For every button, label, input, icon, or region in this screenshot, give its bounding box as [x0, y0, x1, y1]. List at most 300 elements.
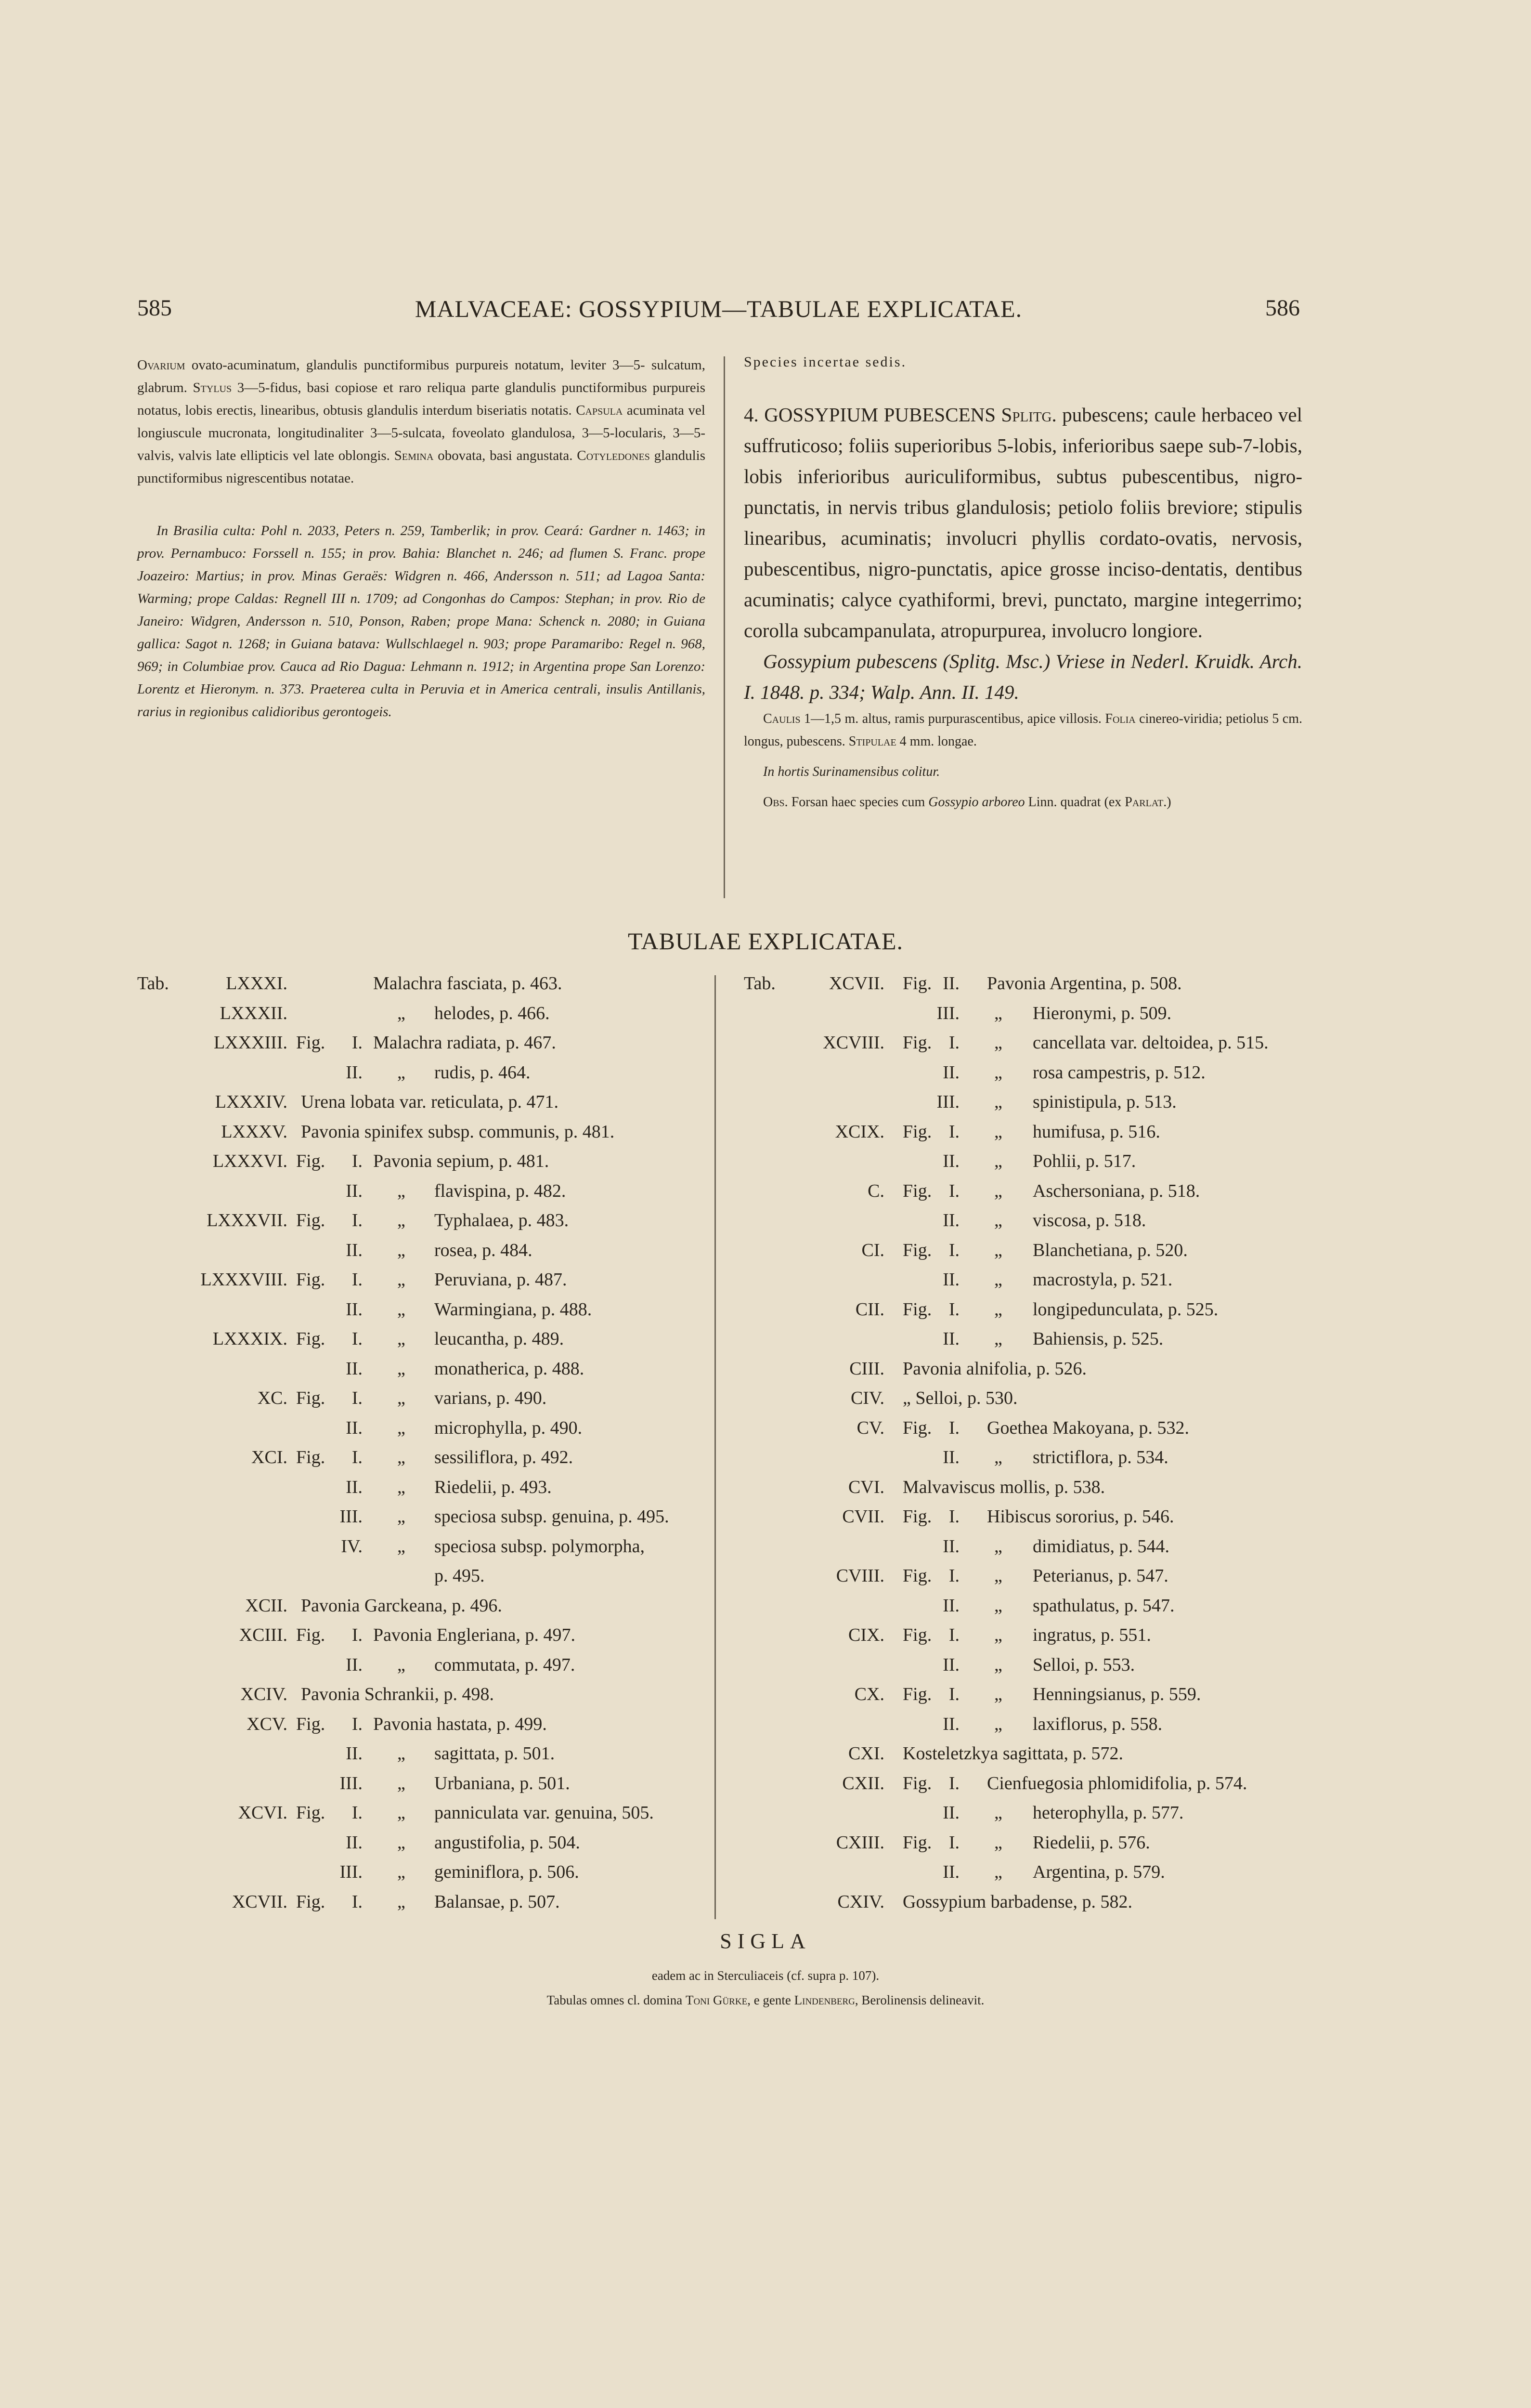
plate-fnum: II. — [943, 973, 960, 994]
plate-sp: rosa campestris, p. 512. — [1033, 1062, 1206, 1083]
plate-desc: Malachra radiata, p. 467. — [373, 1033, 556, 1053]
plate-num: LXXXII. — [220, 1003, 287, 1023]
plate-fnum: I. — [351, 1625, 363, 1645]
plate-sp: Urbaniana, p. 501. — [434, 1773, 570, 1793]
plate-entry — [744, 1358, 1302, 1388]
plate-entry — [744, 1299, 1302, 1329]
plate-ditto: „ — [397, 1447, 405, 1467]
plate-sp: Peruviana, p. 487. — [434, 1269, 567, 1290]
obs-species: Gossypio arboreo — [928, 795, 1025, 810]
plate-sp: humifusa, p. 516. — [1033, 1121, 1160, 1142]
plate-sp: Riedelii, p. 576. — [1033, 1832, 1150, 1853]
measurements — [744, 707, 1302, 753]
credit-text-2: , e gente — [747, 1993, 794, 2007]
plate-sp: commutata, p. 497. — [434, 1654, 575, 1675]
plate-list-left — [137, 973, 705, 1921]
plate-num: XCI. — [251, 1447, 287, 1467]
plate-num: CVIII. — [836, 1566, 884, 1586]
plates-divider — [714, 975, 716, 1919]
plate-entry — [137, 1387, 705, 1417]
plate-fnum: I. — [948, 1832, 960, 1853]
plate-ditto: „ — [994, 1862, 1002, 1882]
plate-entry — [137, 1091, 705, 1121]
plate-fig: Fig. — [296, 1714, 325, 1734]
plate-num: LXXXVII. — [207, 1210, 287, 1230]
plate-fig: Fig. — [903, 1625, 932, 1645]
right-column — [744, 354, 1302, 813]
plate-entry — [744, 1624, 1302, 1654]
tabulae-heading: TABULAE EXPLICATAE. — [627, 928, 904, 955]
plate-fnum: II. — [943, 1151, 960, 1171]
morphology-description — [137, 354, 705, 490]
text-stylus: 3—5-fidus, basi copiose et raro reliqua parte glandulis punctiformibus purpureis notatus, lobis erectis, linearibus, obtusis glandulis interdum biseriatis notatis. — [137, 380, 705, 418]
plate-ditto: „ — [994, 1566, 1002, 1586]
plate-ditto: „ — [397, 1803, 405, 1823]
plate-desc: Pavonia sepium, p. 481. — [373, 1151, 549, 1171]
sigla-heading: SIGLA — [720, 1929, 811, 1953]
plate-sp: Hieronymi, p. 509. — [1033, 1003, 1172, 1023]
species-description — [744, 399, 1302, 646]
plate-fnum: I. — [351, 1803, 363, 1823]
plate-num: XCIII. — [239, 1625, 287, 1645]
plate-ditto: „ — [397, 1654, 405, 1675]
plate-fig: Fig. — [296, 1033, 325, 1053]
plate-list-right — [744, 973, 1302, 1921]
plate-entry — [137, 1003, 705, 1033]
plate-entry — [744, 1240, 1302, 1269]
plate-sp: Henningsianus, p. 559. — [1033, 1684, 1201, 1704]
plate-fnum: I. — [948, 1240, 960, 1260]
plate-fnum: II. — [943, 1329, 960, 1349]
plate-entry — [744, 1832, 1302, 1862]
term-stylus: Stylus — [193, 380, 232, 395]
species-name: 4. GOSSYPIUM PUBESCENS — [744, 404, 1001, 426]
plate-sp: cancellata var. deltoidea, p. 515. — [1033, 1033, 1269, 1053]
plate-ditto: „ — [994, 1269, 1002, 1290]
plate-ditto: „ — [994, 1684, 1002, 1704]
plate-sp: Bahiensis, p. 525. — [1033, 1329, 1164, 1349]
plate-fig: Fig. — [903, 1832, 932, 1853]
plate-fnum: I. — [351, 1329, 363, 1349]
plate-sp: leucantha, p. 489. — [434, 1329, 564, 1349]
term-ovarium: Ovarium — [137, 357, 185, 373]
plate-entry — [137, 1477, 705, 1506]
column-divider — [724, 356, 725, 898]
plate-fnum: III. — [936, 1092, 960, 1112]
plate-num: CXIII. — [836, 1832, 884, 1853]
plate-fig: Fig. — [296, 1447, 325, 1467]
text-caulis: 1—1,5 m. altus, ramis purpurascentibus, apice villosis. — [800, 711, 1105, 726]
plate-fnum: I. — [351, 1210, 363, 1230]
plate-entry — [137, 1299, 705, 1329]
plate-fig: Fig. — [903, 1566, 932, 1586]
plate-entry — [137, 1891, 705, 1921]
term-caulis: Caulis — [763, 711, 801, 726]
plate-sp: dimidiatus, p. 544. — [1033, 1536, 1169, 1557]
plate-entry — [744, 1536, 1302, 1566]
plate-entry — [744, 973, 1302, 1003]
plate-gen: Pavonia Schrankii, p. 498. — [301, 1684, 494, 1704]
plate-fnum: I. — [948, 1033, 960, 1053]
plate-entry — [137, 973, 705, 1003]
term-semina: Semina — [394, 448, 434, 463]
plate-fnum: II. — [943, 1062, 960, 1083]
plate-sp: monatherica, p. 488. — [434, 1358, 584, 1379]
plate-entry — [744, 1773, 1302, 1803]
plate-fig: Fig. — [296, 1151, 325, 1171]
plate-sp: Argentina, p. 579. — [1033, 1862, 1165, 1882]
plate-entry — [137, 1565, 705, 1595]
plate-entry — [137, 1654, 705, 1684]
plate-sp: Riedelii, p. 493. — [434, 1477, 552, 1497]
plate-gen: „ Selloi, p. 530. — [903, 1388, 1018, 1408]
plate-fig: Fig. — [296, 1388, 325, 1408]
plate-sp: Pohlii, p. 517. — [1033, 1151, 1136, 1171]
plate-ditto: „ — [397, 1506, 405, 1527]
plate-entry — [137, 1062, 705, 1092]
plate-gen: Kosteletzkya sagittata, p. 572. — [903, 1743, 1123, 1764]
plate-entry — [137, 1180, 705, 1210]
plate-ditto: „ — [994, 1240, 1002, 1260]
species-diagnosis: pubescens; caule herbaceo vel suffruticoso; foliis superioribus 5-lobis, inferioribus saepe sub-7-lobis, lobis inferioribus auriculiformibus, subtus pubescentibus, nigro-punctatis, in nervis tribus glandulosis; petiolo foliis breviore; stipulis linearibus, acuminatis; involucri phyllis cordato-ovatis, nervosis, pubescentibus, nigro-punctatis, apice grosse inciso-dentatis, dentibus acuminatis; calyce cyathiformi, brevi, punctato, margine integerrimo; corolla subcampanulata, atropurpurea, involucro longiore. — [744, 404, 1303, 641]
plate-ditto: „ — [397, 1210, 405, 1230]
plate-sp: Peterianus, p. 547. — [1033, 1566, 1168, 1586]
plate-fnum: II. — [346, 1299, 363, 1320]
plate-fnum: II. — [346, 1358, 363, 1379]
plate-ditto: „ — [397, 1536, 405, 1557]
plate-num: CV. — [856, 1417, 884, 1438]
plate-sp: Selloi, p. 553. — [1033, 1654, 1135, 1675]
plate-ditto: „ — [994, 1121, 1002, 1142]
plate-num: CIII. — [849, 1358, 884, 1379]
plate-gen: Malvaviscus mollis, p. 538. — [903, 1477, 1105, 1497]
plate-entry — [137, 1240, 705, 1269]
plate-entry — [137, 1773, 705, 1803]
page-number-left: 585 — [137, 295, 172, 321]
plate-entry — [744, 1477, 1302, 1506]
plate-entry — [744, 1447, 1302, 1477]
plate-ditto: „ — [397, 1240, 405, 1260]
plate-num: LXXXIV. — [215, 1092, 287, 1112]
plate-entry — [137, 1210, 705, 1240]
text-capsula: acuminata vel longiuscule mucronata, longitudinaliter 3—5-sulcata, foveolato glandulosa, 3—5-locularis, 3—5-valvis, valvis late ellipticis vel late oblongis. — [137, 403, 705, 463]
plate-sp: macrostyla, p. 521. — [1033, 1269, 1173, 1290]
plate-num: C. — [868, 1180, 884, 1201]
plate-ditto: „ — [397, 1180, 405, 1201]
plate-ditto: „ — [994, 1447, 1002, 1467]
plate-fig: Fig. — [296, 1269, 325, 1290]
plate-fnum: II. — [346, 1062, 363, 1083]
plate-sp: spathulatus, p. 547. — [1033, 1595, 1175, 1616]
plate-fnum: I. — [948, 1180, 960, 1201]
plate-fig: Fig. — [296, 1891, 325, 1912]
plate-num: CVI. — [848, 1477, 884, 1497]
plate-entry — [137, 1121, 705, 1151]
obs-text: Forsan haec species cum — [788, 795, 929, 810]
left-column — [137, 354, 705, 723]
synonymy: Gossypium pubescens (Splitg. Msc.) Vriese in Nederl. Kruidk. Arch. I. 1848. p. 334; Walp. Ann. II. 149. — [744, 650, 1302, 703]
plate-entry — [744, 1861, 1302, 1891]
plate-entry — [744, 1151, 1302, 1180]
plate-ditto: „ — [994, 1180, 1002, 1201]
cultivation-note: In hortis Surinamensibus colitur. — [763, 764, 940, 779]
plate-fig: Fig. — [903, 1773, 932, 1793]
species-author: Splitg. — [1001, 404, 1057, 426]
plate-fnum: I. — [948, 1566, 960, 1586]
text-stipulae: 4 mm. longae. — [896, 734, 977, 749]
plate-sp: laxiflorus, p. 558. — [1033, 1714, 1163, 1734]
plate-desc: Goethea Makoyana, p. 532. — [987, 1417, 1189, 1438]
running-title: MALVACEAE: GOSSYPIUM—TABULAE EXPLICATAE. — [415, 295, 1023, 322]
plate-gen: Gossypium barbadense, p. 582. — [903, 1891, 1133, 1912]
observation-note — [744, 791, 1302, 813]
plate-num: XCVII. — [232, 1891, 287, 1912]
plate-num: CXII. — [842, 1773, 884, 1793]
plate-fnum: I. — [948, 1417, 960, 1438]
plate-num: XCIV. — [240, 1684, 287, 1704]
plate-entry — [137, 1506, 705, 1536]
plate-fnum: II. — [943, 1714, 960, 1734]
plate-num: CVII. — [842, 1506, 884, 1527]
obs-label: Obs. — [763, 795, 788, 810]
plate-gen: Urena lobata var. reticulata, p. 471. — [301, 1092, 558, 1112]
plate-sp: Typhalaea, p. 483. — [434, 1210, 569, 1230]
plate-fnum: II. — [943, 1862, 960, 1882]
text-semina: obovata, basi angustata. — [433, 448, 577, 463]
plate-ditto: „ — [994, 1299, 1002, 1320]
plate-sp: Aschersoniana, p. 518. — [1033, 1180, 1200, 1201]
obs-author: Parlat. — [1125, 795, 1167, 810]
obs-end: ) — [1167, 795, 1171, 810]
plate-num: XCV. — [247, 1714, 287, 1734]
plate-entry — [137, 1684, 705, 1714]
plate-sp: helodes, p. 466. — [434, 1003, 550, 1023]
plate-ditto: „ — [994, 1536, 1002, 1557]
plate-fnum: I. — [351, 1891, 363, 1912]
plate-ditto: „ — [397, 1773, 405, 1793]
plate-entry — [744, 1032, 1302, 1062]
plate-sp: Blanchetiana, p. 520. — [1033, 1240, 1188, 1260]
plate-tab: Tab. — [137, 973, 169, 994]
plate-fnum: II. — [943, 1447, 960, 1467]
plate-fnum: II. — [346, 1654, 363, 1675]
credit-family: Lindenberg — [794, 1993, 855, 2007]
plate-num: XCIX. — [835, 1121, 884, 1142]
plate-fig: Fig. — [903, 1299, 932, 1320]
plate-ditto: „ — [994, 1210, 1002, 1230]
plate-sp: microphylla, p. 490. — [434, 1417, 583, 1438]
plate-fig: Fig. — [903, 1684, 932, 1704]
plate-fnum: I. — [948, 1773, 960, 1793]
plate-num: LXXXV. — [221, 1121, 287, 1142]
localities-paragraph: In Brasilia culta: Pohl n. 2033, Peters n. 259, Tamberlik; in prov. Ceará: Gardner n. 1463; in prov. Pernambuco: Forssell n. 155; in prov. Bahia: Blanchet n. 246; ad flumen S. Franc. prope Joazeiro: Martius; in prov. Minas Geraës: Widgren n. 466, Andersson n. 511; ad Lagoa Santa: Warming; prope Caldas: Regnell III n. 1709; ad Congonhas do Campos: Stephan; in prov. Rio de Janeiro: Widgren, Andersson n. 510, Ponson, Raben; prope Mana: Schenck n. 2080; in Guiana gallica: Sagot n. 1268; in Guiana batava: Wullschlaegel n. 903; prope Paramaribo: Regel n. 968, 969; in Columbiae prov. Cauca ad Rio Dagua: Lehmann n. 1912; in Argentina prope San Lorenzo: Lorentz et Hieronym. n. 373. Praeterea culta in Peruvia et in America centrali, insulis Antillanis, rarius in regionibus calidioribus gerontogeis. — [137, 523, 705, 720]
plate-fnum: II. — [346, 1180, 363, 1201]
plate-ditto: „ — [994, 1329, 1002, 1349]
plate-fig: Fig. — [903, 1417, 932, 1438]
plate-cont: p. 495. — [434, 1566, 485, 1586]
plate-fnum: I. — [351, 1269, 363, 1290]
plate-fnum: III. — [936, 1003, 960, 1023]
plate-ditto: „ — [397, 1832, 405, 1853]
plate-entry — [744, 1003, 1302, 1033]
plate-ditto: „ — [397, 1358, 405, 1379]
plate-fnum: III. — [339, 1773, 363, 1793]
plate-desc: Pavonia hastata, p. 499. — [373, 1714, 547, 1734]
plate-entry — [744, 1269, 1302, 1299]
plate-entry — [744, 1328, 1302, 1358]
plate-entry — [744, 1417, 1302, 1447]
term-stipulae: Stipulae — [848, 734, 896, 749]
plate-fig: Fig. — [903, 973, 932, 994]
plate-fnum: II. — [943, 1269, 960, 1290]
plate-entry — [137, 1328, 705, 1358]
plate-entry — [137, 1832, 705, 1862]
plate-fig: Fig. — [903, 1121, 932, 1142]
text-cotyledones: glandulis punctiformibus nigrescentibus notatae. — [137, 448, 705, 486]
plate-entry — [744, 1210, 1302, 1240]
plate-fnum: II. — [346, 1477, 363, 1497]
plate-num: XCII. — [245, 1595, 287, 1616]
plate-fnum: IV. — [341, 1536, 363, 1557]
plate-fnum: II. — [943, 1536, 960, 1557]
plate-fnum: II. — [943, 1803, 960, 1823]
plate-entry — [137, 1269, 705, 1299]
plate-fig: Fig. — [903, 1033, 932, 1053]
plate-num: CIX. — [848, 1625, 884, 1645]
plate-num: LXXXI. — [226, 973, 287, 994]
plate-fnum: I. — [948, 1121, 960, 1142]
plate-num: CI. — [861, 1240, 884, 1260]
plate-ditto: „ — [994, 1151, 1002, 1171]
plate-num: XCVIII. — [823, 1033, 884, 1053]
credit-text: Tabulas omnes cl. domina — [546, 1993, 686, 2007]
plate-tab: Tab. — [744, 973, 776, 994]
plate-entry — [137, 1358, 705, 1388]
plate-sp: heterophylla, p. 577. — [1033, 1803, 1184, 1823]
plate-fnum: III. — [339, 1862, 363, 1882]
plate-entry — [744, 1565, 1302, 1595]
plate-desc: Pavonia Argentina, p. 508. — [987, 973, 1182, 994]
running-head — [137, 295, 1300, 328]
plate-fnum: III. — [339, 1506, 363, 1527]
plate-ditto: „ — [994, 1832, 1002, 1853]
plate-entry — [744, 1595, 1302, 1625]
plate-fnum: I. — [948, 1506, 960, 1527]
plate-sp: ingratus, p. 551. — [1033, 1625, 1151, 1645]
plate-entry — [744, 1891, 1302, 1921]
plate-sp: Balansae, p. 507. — [434, 1891, 560, 1912]
plate-fnum: I. — [351, 1151, 363, 1171]
plate-ditto: „ — [994, 1654, 1002, 1675]
plate-ditto: „ — [397, 1062, 405, 1083]
plate-num: CXI. — [848, 1743, 884, 1764]
plate-entry — [137, 1595, 705, 1625]
plate-gen: Pavonia spinifex subsp. communis, p. 481. — [301, 1121, 615, 1142]
plate-ditto: „ — [994, 1803, 1002, 1823]
plate-fnum: II. — [346, 1417, 363, 1438]
plate-fnum: I. — [351, 1447, 363, 1467]
plate-entry — [137, 1714, 705, 1743]
plate-fig: Fig. — [903, 1240, 932, 1260]
plate-fig: Fig. — [296, 1210, 325, 1230]
plate-fnum: II. — [346, 1240, 363, 1260]
section-heading: Species incertae sedis. — [744, 354, 907, 370]
page-number-right: 586 — [1265, 295, 1300, 321]
term-folia: Folia — [1105, 711, 1136, 726]
plate-fnum: I. — [948, 1299, 960, 1320]
plate-entry — [744, 1387, 1302, 1417]
plate-ditto: „ — [397, 1003, 405, 1023]
credit-text-3: , Berolinensis delineavit. — [855, 1993, 985, 2007]
plate-entry — [137, 1151, 705, 1180]
plate-num: CIV. — [850, 1388, 884, 1408]
plate-ditto: „ — [994, 1625, 1002, 1645]
plate-desc: Hibiscus sororius, p. 546. — [987, 1506, 1174, 1527]
plate-gen: Pavonia Garckeana, p. 496. — [301, 1595, 502, 1616]
credit-artist: Toni Gürke — [685, 1993, 748, 2007]
plate-num: LXXXVI. — [212, 1151, 287, 1171]
plate-entry — [137, 1032, 705, 1062]
plate-fnum: II. — [346, 1832, 363, 1853]
plate-ditto: „ — [397, 1417, 405, 1438]
plate-entry — [744, 1654, 1302, 1684]
plate-fnum: II. — [943, 1654, 960, 1675]
obs-text-2: Linn. quadrat (ex — [1025, 795, 1125, 810]
text-ovarium: ovato-acuminatum, glandulis punctiformibus purpureis notatum, leviter 3—5- sulcatum, glabrum. — [137, 357, 705, 395]
plate-ditto: „ — [397, 1743, 405, 1764]
plate-entry — [137, 1861, 705, 1891]
plate-num: CX. — [854, 1684, 884, 1704]
plate-fnum: I. — [351, 1033, 363, 1053]
plate-ditto: „ — [397, 1329, 405, 1349]
plate-gen: Pavonia alnifolia, p. 526. — [903, 1358, 1087, 1379]
plate-entry — [744, 1180, 1302, 1210]
plate-entry — [744, 1121, 1302, 1151]
plate-sp: Warmingiana, p. 488. — [434, 1299, 592, 1320]
plate-fnum: II. — [346, 1743, 363, 1764]
plate-entry — [137, 1447, 705, 1477]
illustration-credit — [0, 1990, 1531, 2010]
plate-desc: Pavonia Engleriana, p. 497. — [373, 1625, 576, 1645]
plate-fnum: I. — [948, 1625, 960, 1645]
plate-num: CXIV. — [837, 1891, 884, 1912]
plate-sp: spinistipula, p. 513. — [1033, 1092, 1177, 1112]
plate-sp: rosea, p. 484. — [434, 1240, 532, 1260]
plate-desc: Cienfuegosia phlomidifolia, p. 574. — [987, 1773, 1247, 1793]
plate-entry — [744, 1714, 1302, 1743]
plate-num: LXXXVIII. — [200, 1269, 287, 1290]
plate-sp: varians, p. 490. — [434, 1388, 547, 1408]
plate-fig: Fig. — [296, 1625, 325, 1645]
plate-fig: Fig. — [903, 1506, 932, 1527]
plate-num: XCVI. — [238, 1803, 287, 1823]
plate-ditto: „ — [994, 1092, 1002, 1112]
plate-sp: flavispina, p. 482. — [434, 1180, 566, 1201]
plate-sp: sessiliflora, p. 492. — [434, 1447, 573, 1467]
plate-ditto: „ — [994, 1595, 1002, 1616]
plate-ditto: „ — [397, 1269, 405, 1290]
plate-ditto: „ — [994, 1003, 1002, 1023]
plate-sp: viscosa, p. 518. — [1033, 1210, 1146, 1230]
plate-entry — [744, 1506, 1302, 1536]
term-cotyledones: Cotyledones — [577, 448, 650, 463]
plate-ditto: „ — [994, 1033, 1002, 1053]
plate-entry — [137, 1802, 705, 1832]
plate-num: LXXXIII. — [213, 1033, 287, 1053]
plate-entry — [744, 1684, 1302, 1714]
plate-fnum: II. — [943, 1210, 960, 1230]
plate-ditto: „ — [397, 1388, 405, 1408]
